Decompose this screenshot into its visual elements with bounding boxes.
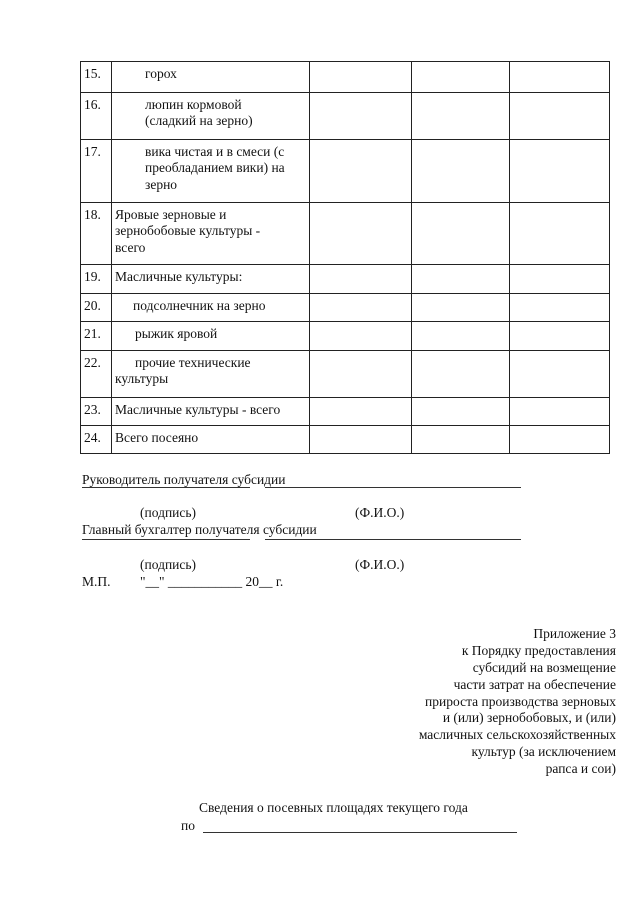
empty-value-cell <box>310 265 412 294</box>
empty-value-cell <box>310 294 412 322</box>
table-row <box>81 93 610 140</box>
crop-name-line: зерно <box>145 176 178 192</box>
table-row <box>81 351 610 398</box>
crop-name-line: (сладкий на зерно) <box>145 113 253 129</box>
table-row <box>81 140 610 203</box>
empty-value-cell <box>412 93 510 140</box>
crop-table <box>80 61 610 454</box>
row-number: 23. <box>81 398 112 426</box>
crop-name-line: горох <box>145 66 177 81</box>
row-number: 22. <box>81 351 112 398</box>
crop-name-line: Всего посеяно <box>115 430 199 445</box>
crop-name-cell <box>112 140 310 203</box>
empty-value-cell <box>510 294 610 322</box>
head-label: Руководитель получателя субсидии <box>82 472 286 487</box>
empty-value-cell <box>510 140 610 203</box>
crop-name-cell <box>112 93 310 140</box>
table-row <box>81 203 610 265</box>
crop-name-line: культуры <box>115 371 169 387</box>
appendix-line: субсидий на возмещение <box>472 659 616 675</box>
row-number: 17. <box>81 140 112 203</box>
appendix-line: Приложение 3 <box>533 626 616 641</box>
crop-name-cell <box>112 62 310 93</box>
empty-value-cell <box>510 322 610 351</box>
accountant-signature-caption: (подпись) <box>140 557 197 572</box>
empty-value-cell <box>412 351 510 398</box>
appendix-header <box>419 626 616 778</box>
crop-name-cell <box>112 203 310 265</box>
empty-value-cell <box>310 62 412 93</box>
stamp-place-label: М.П. <box>82 574 111 589</box>
empty-value-cell <box>310 203 412 265</box>
row-number: 21. <box>81 322 112 351</box>
crop-name-cell <box>112 426 310 454</box>
table-row <box>81 265 610 294</box>
table-row <box>81 398 610 426</box>
table-row <box>81 426 610 454</box>
empty-value-cell <box>412 294 510 322</box>
empty-value-cell <box>412 426 510 454</box>
form-title-fill-line <box>203 832 517 833</box>
empty-value-cell <box>412 265 510 294</box>
head-name-caption: (Ф.И.О.) <box>355 505 405 520</box>
empty-value-cell <box>412 398 510 426</box>
crop-name-cell <box>112 322 310 351</box>
form-title: Сведения о посевных площадях текущего года <box>199 800 468 815</box>
empty-value-cell <box>412 62 510 93</box>
empty-value-cell <box>510 62 610 93</box>
accountant-signature-line <box>82 539 250 540</box>
empty-value-cell <box>510 265 610 294</box>
head-signature-caption: (подпись) <box>140 505 197 520</box>
empty-value-cell <box>310 426 412 454</box>
crop-name-line: прочие технические <box>135 355 251 370</box>
appendix-line: культур (за исключением <box>471 744 616 760</box>
head-name-line <box>265 487 521 488</box>
crop-name-line: подсолнечник на зерно <box>133 298 266 313</box>
crop-name-cell <box>112 351 310 398</box>
row-number: 15. <box>81 62 112 93</box>
empty-value-cell <box>412 140 510 203</box>
appendix-line: рапса и сои) <box>545 761 616 776</box>
appendix-line: части затрат на обеспечение <box>453 676 616 692</box>
table-row <box>81 294 610 322</box>
table-row <box>81 322 610 351</box>
crop-name-line: рыжик яровой <box>135 326 218 341</box>
accountant-label: Главный бухгалтер получателя субсидии <box>82 522 317 537</box>
empty-value-cell <box>412 203 510 265</box>
date-line: "__" ___________ 20__ г. <box>140 574 284 589</box>
table-row <box>81 62 610 93</box>
crop-name-line: Яровые зерновые и <box>115 207 227 222</box>
empty-value-cell <box>310 140 412 203</box>
empty-value-cell <box>310 322 412 351</box>
crop-name-line: зернобобовые культуры - <box>115 223 261 239</box>
empty-value-cell <box>510 351 610 398</box>
empty-value-cell <box>412 322 510 351</box>
crop-table-body <box>81 62 610 454</box>
empty-value-cell <box>510 203 610 265</box>
accountant-name-line <box>265 539 521 540</box>
crop-name-cell <box>112 294 310 322</box>
empty-value-cell <box>310 398 412 426</box>
row-number: 18. <box>81 203 112 265</box>
empty-value-cell <box>310 93 412 140</box>
crop-name-cell <box>112 398 310 426</box>
empty-value-cell <box>510 398 610 426</box>
crop-name-line: люпин кормовой <box>145 97 242 112</box>
appendix-line: масличных сельскохозяйственных <box>418 727 616 743</box>
crop-name-line: вика чистая и в смеси (с <box>145 144 285 159</box>
appendix-line: и (или) зернобобовых, и (или) <box>442 710 616 726</box>
row-number: 24. <box>81 426 112 454</box>
crop-name-line: преобладанием вики) на <box>145 160 285 176</box>
crop-name-line: Масличные культуры - всего <box>115 402 281 417</box>
head-signature-line <box>82 487 250 488</box>
row-number: 20. <box>81 294 112 322</box>
accountant-name-caption: (Ф.И.О.) <box>355 557 405 572</box>
crop-name-line: Масличные культуры: <box>115 269 243 284</box>
appendix-line: прироста производства зерновых <box>425 693 616 709</box>
appendix-line: к Порядку предоставления <box>461 642 616 658</box>
empty-value-cell <box>510 426 610 454</box>
empty-value-cell <box>510 93 610 140</box>
empty-value-cell <box>310 351 412 398</box>
row-number: 16. <box>81 93 112 140</box>
form-title-prefix: по <box>181 818 195 833</box>
crop-name-line: всего <box>115 239 146 255</box>
row-number: 19. <box>81 265 112 294</box>
crop-name-cell <box>112 265 310 294</box>
